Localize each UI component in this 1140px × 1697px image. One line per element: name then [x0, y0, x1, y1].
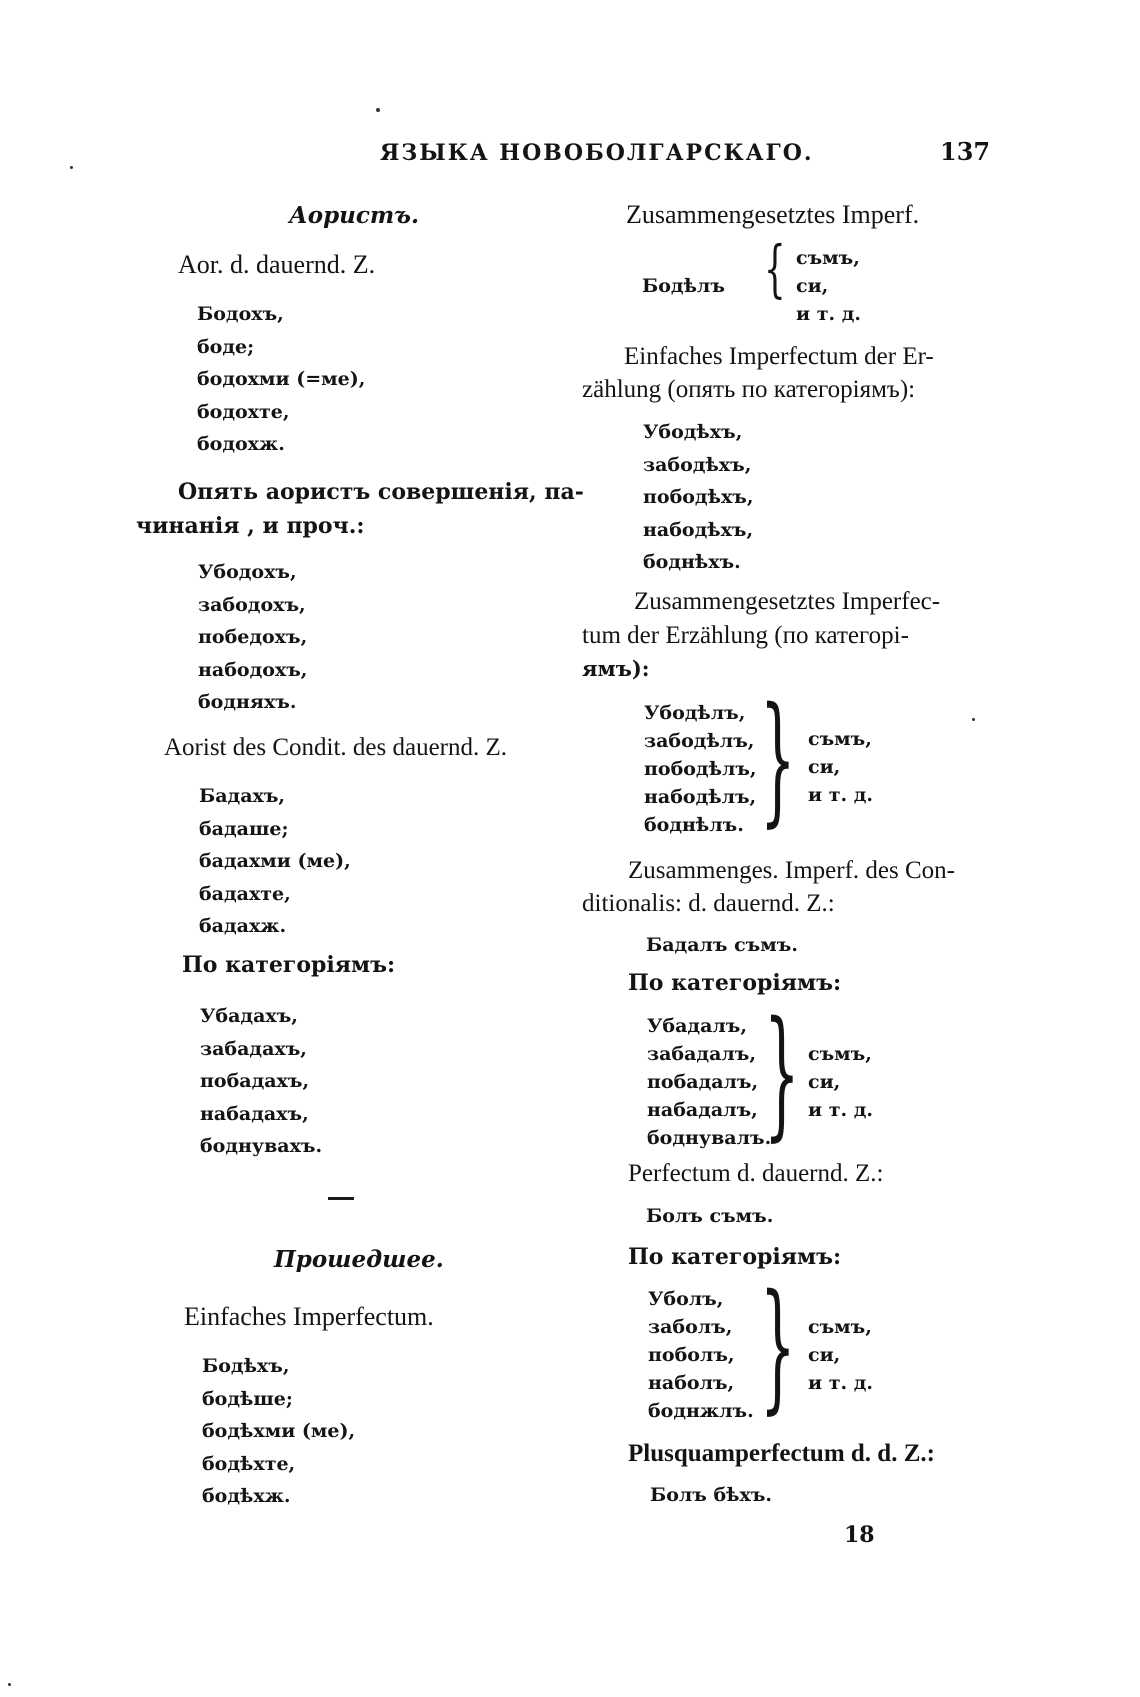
speck: [376, 108, 380, 112]
subtitle-aorist-conditional: Aorist des Condit. des dauernd. Z.: [164, 734, 508, 761]
para-comp-conditional-line1: Zusammenges. Imperf. des Con-: [628, 857, 956, 884]
list-item: Убодѣхъ,: [643, 421, 743, 443]
list-item: бадаше;: [199, 817, 289, 840]
comp-conditional-by-categories: По категоріямъ:: [628, 970, 842, 996]
speck: [70, 166, 73, 169]
perfectum-example: Болъ съмъ.: [646, 1205, 774, 1227]
list-item: съмъ,: [808, 728, 872, 750]
list-item: забадалъ,: [647, 1043, 756, 1065]
list-item: съмъ,: [808, 1316, 872, 1338]
comp-imperf-stem: Бодѣлъ: [642, 275, 725, 297]
list-item: поболъ,: [648, 1344, 735, 1366]
list-item: набодохъ,: [198, 658, 308, 681]
section-divider: [328, 1197, 354, 1200]
list-item: съмъ,: [796, 247, 860, 269]
list-item: бодохми (=ме),: [197, 368, 366, 390]
subtitle-plusquamperfectum: Plusquamperfectum d. d. Z.:: [628, 1440, 935, 1467]
list-item: бадахми (ме),: [199, 850, 351, 872]
comp-conditional-forms-list: [647, 1012, 771, 1152]
section-title-aorist: Аористъ.: [289, 202, 419, 229]
para-comp-narrative-line2: tum der Erzählung (по категорі-: [582, 622, 909, 649]
list-item: набадахъ,: [200, 1102, 309, 1125]
list-item: Убадахъ,: [200, 1005, 298, 1027]
aorist-perfective-forms-list: [198, 556, 307, 719]
past-forms-list: [202, 1350, 355, 1513]
page-number: 137: [940, 137, 991, 166]
list-item: пободѣлъ,: [644, 758, 757, 780]
list-item: забадахъ,: [200, 1037, 307, 1060]
signature-mark: 18: [844, 1522, 875, 1548]
section-title-past: Прошедшее.: [274, 1246, 444, 1273]
subtitle-zusammengesetztes-imperf: Zusammengesetztes Imperf.: [626, 200, 920, 229]
list-item: бадахте,: [199, 882, 291, 905]
list-item: заболъ,: [648, 1316, 733, 1338]
list-item: Убадалъ,: [647, 1015, 747, 1037]
list-item: и т. д.: [796, 303, 861, 325]
list-item: бодохте,: [197, 400, 290, 423]
list-item: наболъ,: [648, 1372, 735, 1394]
para-comp-conditional-line2: ditionalis: d. dauernd. Z.:: [582, 890, 835, 917]
speck: [972, 718, 975, 721]
perfectum-by-categories: По категоріямъ:: [628, 1244, 842, 1270]
list-item: бодѣхте,: [202, 1452, 296, 1475]
running-title: ЯЗЫКА НОВОБОЛГАРСКАГО.: [380, 140, 814, 166]
curly-brace: }: [760, 678, 796, 841]
list-item: побадалъ,: [647, 1071, 759, 1093]
list-item: пободѣхъ,: [643, 486, 754, 508]
para-comp-narrative-line1: Zusammengesetztes Imperfec-: [634, 588, 941, 615]
comp-narrative-forms-list: [644, 699, 757, 839]
aorist-conditional-forms-list: [199, 780, 351, 943]
curly-brace: {: [764, 232, 786, 305]
speck: [8, 1683, 11, 1686]
list-item: боднжлъ.: [648, 1400, 754, 1422]
list-item: набодѣлъ,: [644, 786, 757, 808]
list-item: боднѣлъ.: [644, 814, 744, 836]
list-item: си,: [808, 1071, 841, 1093]
list-item: бодѣше;: [202, 1387, 293, 1410]
list-item: Убодѣлъ,: [644, 702, 746, 724]
list-item: Бодохъ,: [197, 303, 284, 325]
curly-brace: }: [764, 992, 800, 1155]
para-comp-narrative-line3: ямъ):: [582, 656, 650, 681]
subtitle-aor-dauernd: Aor. d. dauernd. Z.: [178, 250, 376, 279]
list-item: и т. д.: [808, 1099, 873, 1121]
perfectum-forms-list: [648, 1285, 754, 1425]
list-item: победохъ,: [198, 626, 308, 648]
para-aorist-perfective-line1: Опять аористъ совершенія, па-: [178, 479, 584, 505]
list-item: Убодохъ,: [198, 561, 297, 583]
list-item: боднувахъ.: [200, 1135, 323, 1157]
comp-narrative-endings: [808, 725, 873, 809]
aorist-forms-list: [197, 298, 365, 461]
list-item: бодняхъ.: [198, 691, 297, 713]
list-item: и т. д.: [808, 1372, 873, 1394]
list-item: боднувалъ.: [647, 1127, 772, 1149]
comp-conditional-example: Бадалъ съмъ.: [646, 934, 798, 956]
list-item: си,: [808, 1344, 841, 1366]
list-item: набодѣхъ,: [643, 518, 754, 541]
list-item: забодѣлъ,: [644, 730, 755, 752]
subtitle-einfaches-imperfectum: Einfaches Imperfectum.: [184, 1302, 434, 1331]
by-categories-forms-list: [200, 1000, 322, 1163]
list-item: бодѣхми (ме),: [202, 1420, 356, 1442]
subtitle-by-categories: По категоріямъ:: [182, 952, 396, 978]
list-item: боде;: [197, 335, 255, 358]
list-item: съмъ,: [808, 1043, 872, 1065]
subtitle-perfectum: Perfectum d. dauernd. Z.:: [628, 1160, 884, 1187]
para-narrative-line1: Einfaches Imperfectum der Er-: [624, 343, 934, 370]
para-aorist-perfective-line2: чинанія , и проч.:: [136, 513, 365, 539]
list-item: боднѣхъ.: [643, 551, 741, 573]
list-item: набадалъ,: [647, 1099, 758, 1121]
list-item: бадахж.: [199, 915, 287, 937]
list-item: Бадахъ,: [199, 785, 286, 807]
comp-conditional-endings: [808, 1040, 873, 1124]
narrative-forms-list: [643, 416, 753, 579]
list-item: Бодѣхъ,: [202, 1355, 290, 1377]
list-item: забодѣхъ,: [643, 453, 752, 476]
perfectum-endings: [808, 1313, 873, 1397]
list-item: си,: [796, 275, 829, 297]
list-item: и т. д.: [808, 784, 873, 806]
list-item: си,: [808, 756, 841, 778]
comp-imperf-endings: [796, 244, 861, 328]
list-item: бодохж.: [197, 433, 285, 455]
curly-brace: }: [760, 1265, 796, 1428]
list-item: бодѣхж.: [202, 1485, 291, 1507]
para-narrative-line2: zählung (опять по категоріямъ):: [582, 376, 916, 403]
list-item: забодохъ,: [198, 593, 306, 616]
list-item: Уболъ,: [648, 1288, 724, 1310]
list-item: побадахъ,: [200, 1070, 310, 1092]
plusquam-example: Болъ бѣхъ.: [650, 1484, 773, 1506]
